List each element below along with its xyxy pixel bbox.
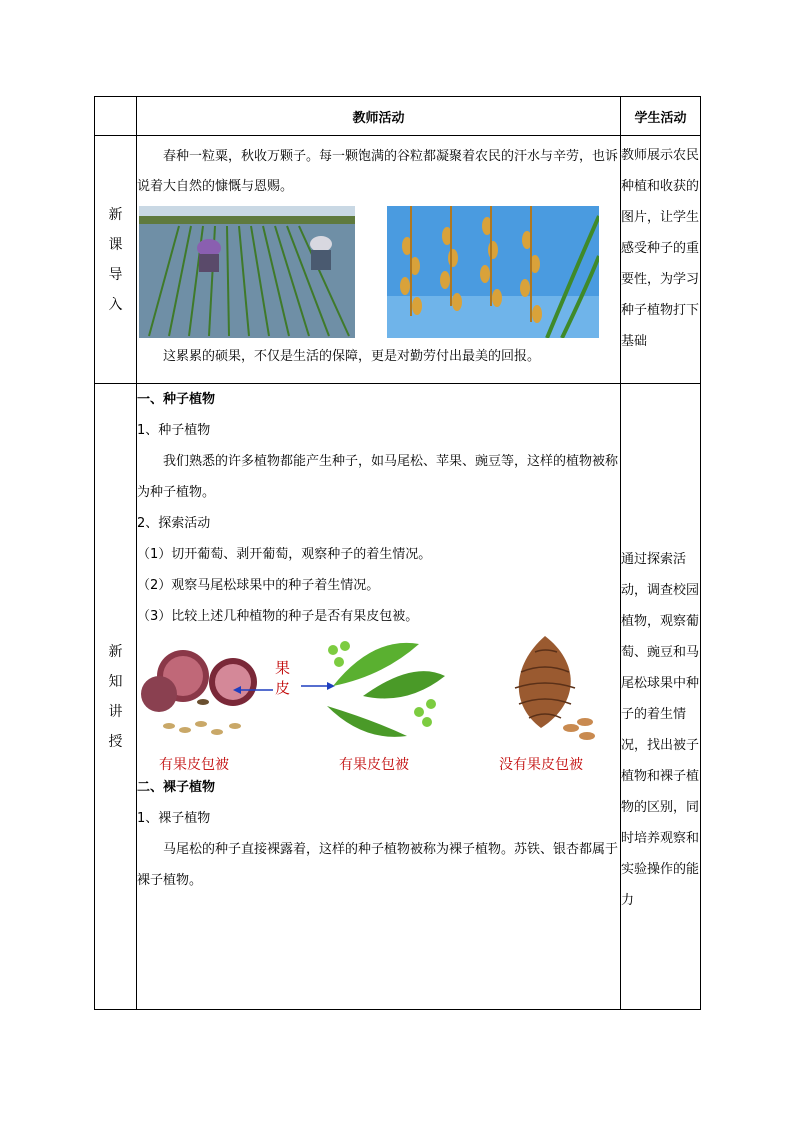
- intro-content: [137, 136, 621, 384]
- lesson-row: [95, 384, 701, 1010]
- intro-label-char: 入: [108, 296, 123, 313]
- pea-pod-illustration: [323, 636, 447, 740]
- paddy-field-photo: [139, 206, 355, 338]
- paragraph-seed-plants: 我们熟悉的许多植物都能产生种子，如马尾松、苹果、豌豆等，这样的植物被称为种子植物。: [137, 454, 619, 500]
- intro-student-note: 教师展示农民种植和收获的图片，让学生感受种子的重要性，为学习种子植物打下基础: [621, 136, 701, 384]
- header-student: 学生活动: [621, 97, 701, 136]
- intro-photos: [137, 202, 620, 342]
- subheading-seed-plants: 1、种子植物: [137, 423, 211, 438]
- lesson-content: [137, 384, 621, 1010]
- lesson-label: [95, 384, 137, 1010]
- intro-closing: 这累累的硕果，不仅是生活的保障，更是对勤劳付出最美的回报。: [163, 349, 541, 364]
- pericarp-arrow-left: [233, 684, 273, 696]
- lesson-label-char: 授: [108, 733, 123, 750]
- pericarp-label: [275, 658, 295, 698]
- table-header-row: [95, 97, 701, 136]
- lesson-student-note: 通过探索活动，调查校园植物，观察葡萄、豌豆和马尾松球果中种子的着生情况，找出被子植物和裸子植物的区别，同时培养观察和实验操作的能力: [621, 384, 701, 1010]
- figure-captions: [137, 750, 620, 778]
- caption-grape: 有果皮包被: [159, 757, 229, 773]
- explore-step-2: （2）观察马尾松球果中的种子着生情况。: [137, 578, 380, 593]
- intro-label-char: 新: [108, 206, 123, 223]
- pine-cone-illustration: [501, 632, 601, 742]
- caption-pine: 没有果皮包被: [499, 757, 583, 773]
- explore-step-3: （3）比较上述几种植物的种子是否有果皮包被。: [137, 609, 419, 624]
- intro-paragraph: 春种一粒粟，秋收万颗子。每一颗饱满的谷粒都凝聚着农民的汗水与辛劳，也诉说着大自然的慷慨与恩赐。: [137, 149, 619, 194]
- header-blank: [95, 97, 137, 136]
- intro-row: [95, 136, 701, 384]
- lesson-label-char: 知: [108, 673, 123, 690]
- intro-label-char: 课: [108, 236, 123, 253]
- lesson-table: [94, 96, 701, 1010]
- header-teacher: 教师活动: [137, 97, 621, 136]
- heading-seed-plants: 一、种子植物: [137, 392, 216, 407]
- intro-label-char: 导: [108, 266, 123, 283]
- caption-pea: 有果皮包被: [339, 757, 409, 773]
- rice-harvest-photo: [387, 206, 599, 338]
- heading-gymnosperms: 二、裸子植物: [137, 780, 216, 795]
- subheading-gymnosperms: 1、裸子植物: [137, 811, 211, 826]
- subheading-explore: 2、探索活动: [137, 516, 211, 531]
- seed-figures: [137, 632, 620, 750]
- pericarp-label-text: 果皮: [275, 659, 291, 697]
- lesson-label-char: 新: [108, 643, 123, 660]
- explore-step-1: （1）切开葡萄、剥开葡萄，观察种子的着生情况。: [137, 547, 432, 562]
- intro-label: [95, 136, 137, 384]
- paragraph-gymnosperms: 马尾松的种子直接裸露着，这样的种子植物被称为裸子植物。苏铁、银杏都属于裸子植物。: [137, 842, 619, 888]
- lesson-label-char: 讲: [108, 703, 123, 720]
